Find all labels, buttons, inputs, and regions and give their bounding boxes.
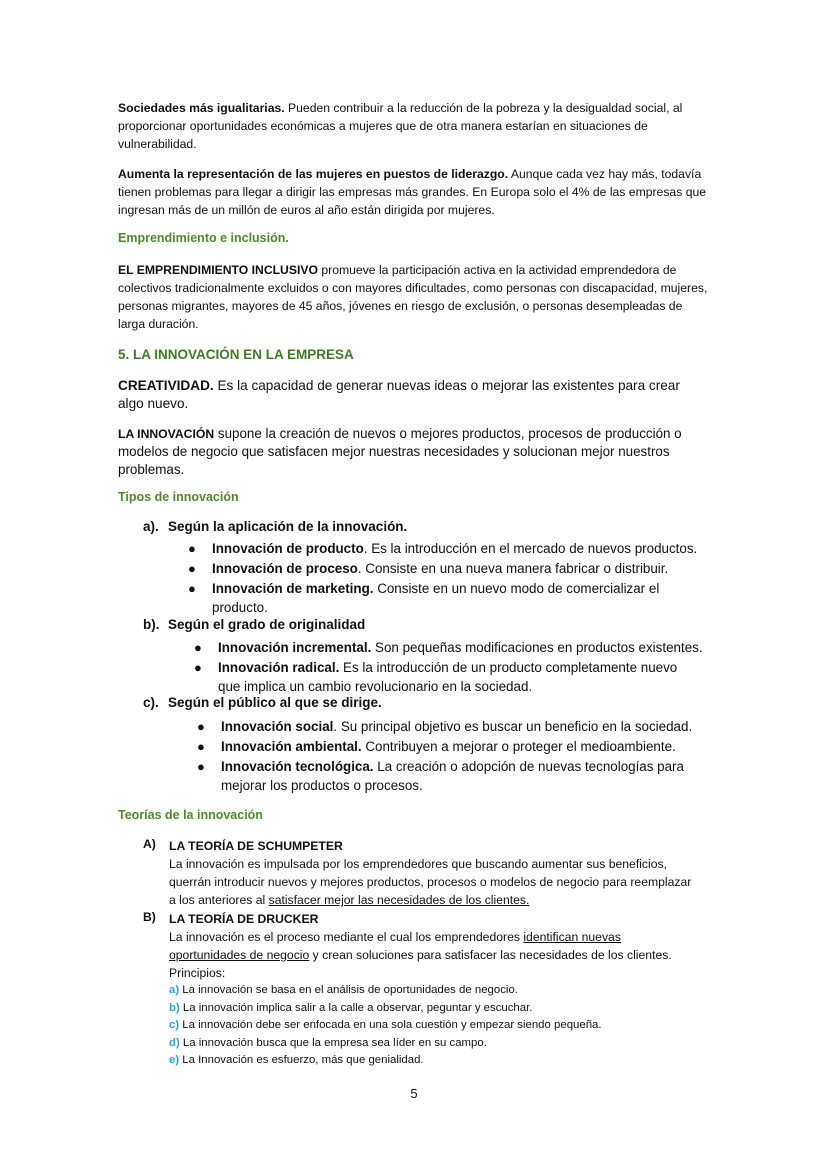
principle-text: La innovación busca que la empresa sea líder en su campo. bbox=[179, 1036, 487, 1049]
category-title: Según el público al que se dirige. bbox=[168, 695, 382, 710]
bullet-icon: ● bbox=[194, 640, 202, 655]
list-item bbox=[197, 757, 697, 795]
paragraph-text: promueve la participación activa en la actividad emprendedora de colectivos tradicionalmente excluidos o con mayores dificultades, como personas con discapacidad, mujeres, personas migrantes, mayores de 45 años, jóvenes en riesgo de exclusión, o personas desempleadas de larga duración. bbox=[118, 263, 708, 331]
list-item bbox=[188, 579, 678, 617]
theory-highlight: identifican nuevas oportunidades de negocio bbox=[169, 930, 621, 962]
list-item bbox=[194, 638, 724, 657]
principle-letter: d) bbox=[169, 1036, 180, 1049]
principle-text: La innovación implica salir a la calle a observar, peguntar y escuchar. bbox=[179, 1001, 533, 1014]
paragraph-text: Aunque cada vez hay más, todavía tienen problemas para llegar a dirigir las empresas más grandes. En Europa solo el 4% de las empresas que ingresan más de un millón de euros al año están dirigida por mujeres. bbox=[118, 167, 707, 217]
list-item bbox=[197, 717, 717, 736]
item-lead: Innovación de proceso bbox=[212, 561, 358, 576]
principles-label: Principios: bbox=[169, 966, 226, 980]
item-text: . Consiste en una nueva manera fabricar o distribuir. bbox=[357, 561, 669, 576]
principle-text: La Innovación es esfuerzo, más que genialidad. bbox=[179, 1054, 424, 1066]
item-lead: Innovación de marketing. bbox=[212, 581, 374, 596]
paragraph-emprendimiento bbox=[118, 261, 708, 333]
principle-letter: a) bbox=[169, 984, 180, 996]
theory-body: y crean soluciones para satisfacer las necesidades de los clientes. bbox=[309, 948, 672, 962]
item-text: La creación o adopción de nuevas tecnologías para mejorar los productos o procesos. bbox=[221, 759, 684, 793]
item-lead: Innovación incremental. bbox=[218, 640, 372, 655]
paragraph-text: supone la creación de nuevos o mejores productos, procesos de producción o modelos de negocio que satisfacen mejor nuestras necesidades y solucionan mejor nuestros problemas. bbox=[118, 426, 682, 477]
paragraph-lead: EL EMPRENDIMIENTO INCLUSIVO bbox=[118, 263, 318, 277]
paragraph-creatividad bbox=[118, 377, 708, 413]
list-item bbox=[188, 539, 713, 558]
principle-item bbox=[169, 982, 718, 1000]
principle-item bbox=[169, 1000, 718, 1018]
bullet-icon: ● bbox=[197, 739, 205, 754]
category-title: Según la aplicación de la innovación. bbox=[168, 519, 408, 534]
item-text: Contribuyen a mejorar o proteger el medioambiente. bbox=[361, 739, 676, 754]
heading-tipos: Tipos de innovación bbox=[118, 490, 239, 504]
item-text: Es la introducción de un producto completamente nuevo que implica un cambio revolucionario en la sociedad. bbox=[218, 660, 678, 694]
principles-list bbox=[169, 982, 718, 1070]
section-title: 5. LA INNOVACIÓN EN LA EMPRESA bbox=[118, 347, 354, 362]
theory-body: La innovación es el proceso mediante el cual los emprendedores bbox=[169, 930, 524, 944]
paragraph-innovacion bbox=[118, 425, 708, 479]
theory-label: A) bbox=[143, 837, 156, 851]
page-number: 5 bbox=[410, 1086, 418, 1101]
paragraph-liderazgo bbox=[118, 165, 708, 219]
theory-text bbox=[169, 855, 699, 909]
theory-text bbox=[169, 928, 699, 964]
item-text: Son pequeñas modificaciones en productos existentes. bbox=[371, 640, 703, 655]
principle-item bbox=[169, 1052, 718, 1070]
heading-teorias: Teorías de la innovación bbox=[118, 808, 263, 822]
theory-title: LA TEORÍA DE DRUCKER bbox=[169, 912, 319, 926]
bullet-icon: ● bbox=[197, 719, 205, 734]
bullet-icon: ● bbox=[188, 541, 196, 556]
paragraph-lead: LA INNOVACIÓN bbox=[118, 427, 215, 441]
paragraph-text: Pueden contribuir a la reducción de la pobreza y la desigualdad social, al proporcionar oportunidades económicas a mujeres que de otra manera estarían en situaciones de vulnerabilidad. bbox=[118, 101, 683, 151]
bullet-icon: ● bbox=[188, 581, 196, 596]
item-lead: Innovación de producto bbox=[212, 541, 364, 556]
theory-label: B) bbox=[143, 910, 156, 924]
category-label: b). bbox=[143, 617, 160, 632]
heading-emprendimiento: Emprendimiento e inclusión. bbox=[118, 231, 289, 245]
theory-highlight: satisfacer mejor las necesidades de los clientes. bbox=[268, 893, 530, 907]
paragraph-text: Es la capacidad de generar nuevas ideas o mejorar las existentes para crear algo nuevo. bbox=[118, 378, 680, 411]
principle-item bbox=[169, 1017, 718, 1035]
theory-title: LA TEORÍA DE SCHUMPETER bbox=[169, 839, 343, 853]
item-text: Consiste en un nuevo modo de comercializar el producto. bbox=[212, 581, 660, 615]
bullet-icon: ● bbox=[197, 759, 205, 774]
item-lead: Innovación radical. bbox=[218, 660, 340, 675]
principle-letter: e) bbox=[169, 1054, 180, 1066]
principle-item bbox=[169, 1035, 718, 1053]
principle-text: La innovación se basa en el análisis de oportunidades de negocio. bbox=[179, 984, 518, 996]
theory-b bbox=[143, 910, 718, 1070]
item-text: . Es la introducción en el mercado de nuevos productos. bbox=[363, 541, 698, 556]
item-text: . Su principal objetivo es buscar un beneficio en la sociedad. bbox=[333, 719, 693, 734]
category-label: a). bbox=[143, 519, 159, 534]
item-lead: Innovación ambiental. bbox=[221, 739, 362, 754]
principle-letter: c) bbox=[169, 1019, 180, 1031]
theory-body: La innovación es impulsada por los emprendedores que buscando aumentar sus beneficios, querrán introducir nuevos y mejores productos, procesos o modelos de negocio para reemplazar a los anteriores al bbox=[169, 857, 692, 907]
principle-text: La innovación debe ser enfocada en una sola cuestión y empezar siendo pequeña. bbox=[179, 1019, 602, 1031]
item-lead: Innovación social bbox=[221, 719, 334, 734]
theory-a bbox=[143, 837, 718, 909]
list-item bbox=[197, 737, 717, 756]
category-label: c). bbox=[143, 695, 159, 710]
bullet-icon: ● bbox=[188, 561, 196, 576]
paragraph-lead: Aumenta la representación de las mujeres en puestos de liderazgo. bbox=[118, 167, 509, 181]
list-item bbox=[194, 658, 694, 696]
bullet-icon: ● bbox=[194, 660, 202, 675]
paragraph-lead: Sociedades más igualitarias. bbox=[118, 101, 285, 115]
item-lead: Innovación tecnológica. bbox=[221, 759, 374, 774]
principle-letter: b) bbox=[169, 1001, 180, 1014]
paragraph-lead: CREATIVIDAD. bbox=[118, 378, 214, 393]
category-title: Según el grado de originalidad bbox=[168, 617, 366, 632]
paragraph-sociedades bbox=[118, 99, 708, 153]
list-item bbox=[188, 559, 713, 578]
